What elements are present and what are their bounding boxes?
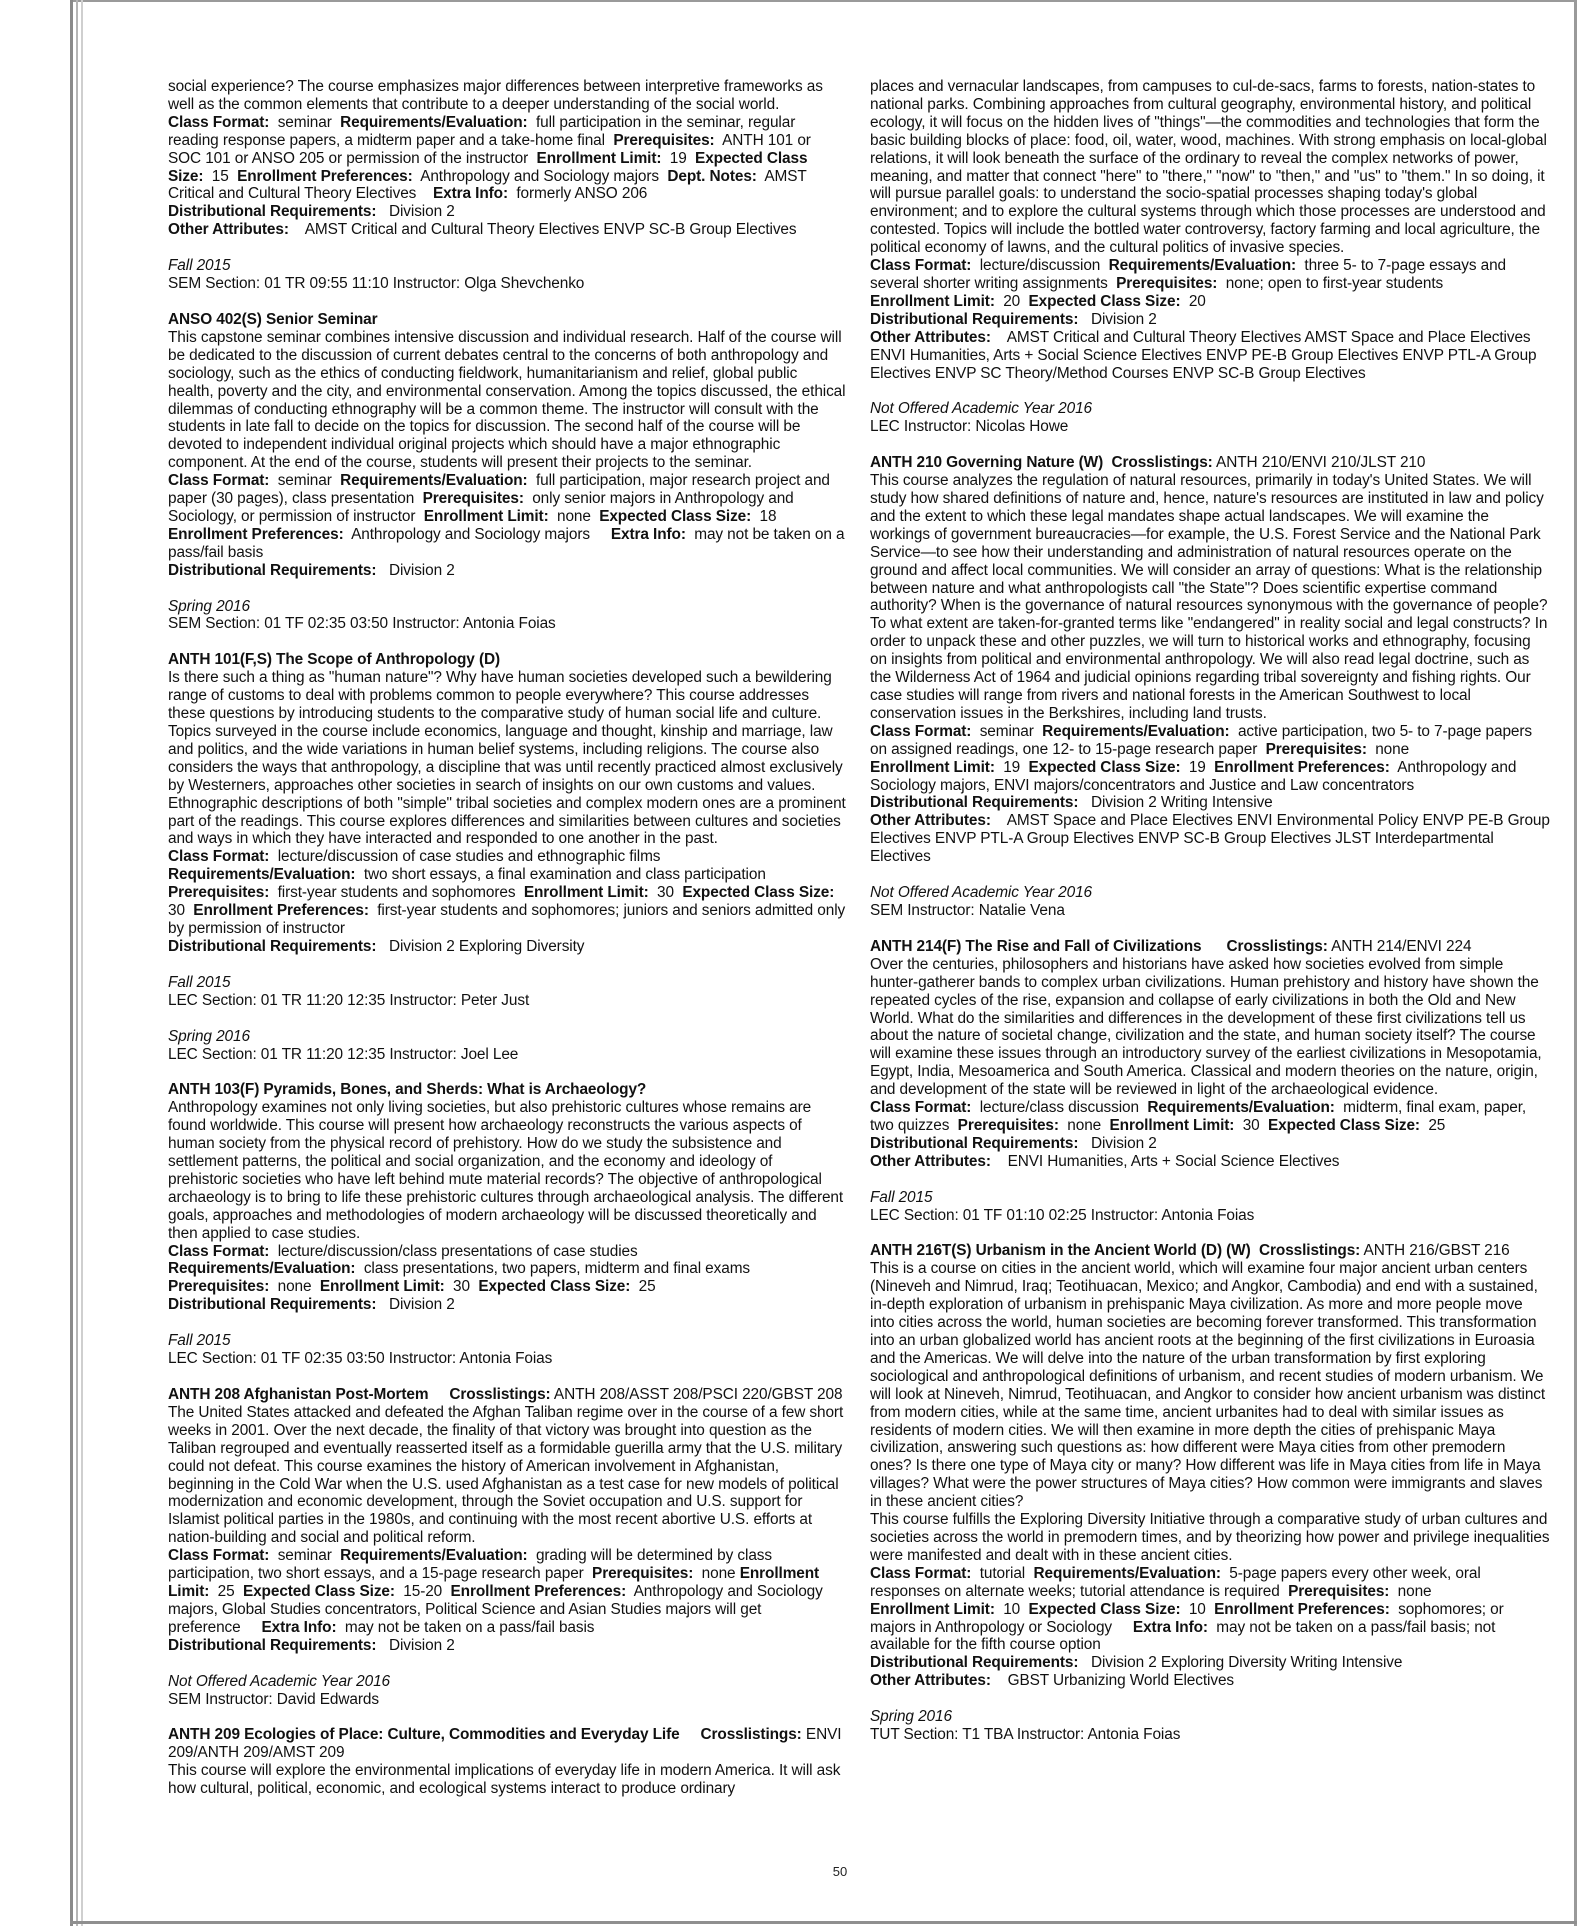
course-title: ANTH 209 Ecologies of Place: Culture, Commodities and Everyday Life Crosslistings: ENVI 209/ANTH 209/AMST 209 xyxy=(168,1726,842,1762)
section-term: Fall 2015 xyxy=(168,257,231,275)
page-edge-top xyxy=(70,0,1577,2)
other-attributes: Other Attributes: GBST Urbanizing World Electives xyxy=(870,1672,1234,1690)
course-details: Class Format: seminar Requirements/Evaluation: grading will be determined by class participation, two short essays, and a 15-page research paper Prerequisites: none Enrollment Limit: 25 Expected Class Size: 15-20 Enrollment Preferences: Anthropology and Sociology majors, Global Studies concentrators, Political Science and Asian Studies majors will get preference Extra Info: may not be taken on a pass/fail basis xyxy=(168,1547,823,1636)
course-details: Class Format: seminar Requirements/Evaluation: active participation, two 5- to 7-page papers on assigned readings, one 12- to 15-page research paper Prerequisites: none Enrollment Limit: 19 Expected Class Size: 19 Enrollment Preferences: Anthropology and Sociology majors, ENVI majors/concentrators and Justice and Law concentrators xyxy=(870,722,1533,794)
section-line: SEM Instructor: David Edwards xyxy=(168,1690,379,1708)
section-line: LEC Section: 01 TF 01:10 02:25 Instructor: Antonia Foias xyxy=(870,1206,1255,1224)
section-listing xyxy=(168,1332,846,1368)
section-listing xyxy=(870,400,1550,436)
section-term: Not Offered Academic Year 2016 xyxy=(870,400,1093,418)
section-line: TUT Section: T1 TBA Instructor: Antonia Foias xyxy=(870,1726,1181,1744)
course-anso206-tail xyxy=(168,78,846,239)
course-description: Anthropology examines not only living societies, but also prehistoric cultures whose remains are found worldwide. This course will present how archaeology reconstructs the various aspects of human society from the physical record of prehistory. How do we study the subsistence and settlement patterns, the political and social organization, and the economy and ideology of prehistoric societies who have left behind mute material records? The objective of anthropological archaeology is to bring to life these prehistoric cultures through archaeological analysis. The different goals, approaches and methodologies of modern archaeology will be discussed theoretically and then applied to case studies. xyxy=(168,1099,844,1242)
section-term: Fall 2015 xyxy=(870,1188,933,1206)
other-attributes: Other Attributes: AMST Space and Place Electives ENVI Environmental Policy ENVP PE-B Group Electives ENVP PTL-A Group Electives ENVP SC-B Group Electives JLST Interdepartmental Electives xyxy=(870,812,1550,866)
course-anth209-head xyxy=(168,1726,846,1798)
course-anth216 xyxy=(870,1242,1550,1690)
course-anth101 xyxy=(168,651,846,955)
distributional-requirements: Distributional Requirements: Division 2 xyxy=(168,1296,455,1314)
section-listing xyxy=(168,1673,846,1709)
course-anth209-tail xyxy=(870,78,1550,382)
course-description: This capstone seminar combines intensive discussion and individual research. Half of the course will be dedicated to the discussion of current debates central to the concerns of both anthropology and sociology, such as the ethics of conducting fieldwork, humanitarianism and relief, global public health, poverty and the city, and environmental conservation. Among the topics discussed, the ethical dilemmas of conducting ethnography will be a common theme. The instructor will consult with the students in late fall to decide on the topics for discussion. The second half of the course will be devoted to independent individual original projects which should have a major ethnographic component. At the end of the course, students will present their projects to the seminar. xyxy=(168,328,846,472)
section-term: Spring 2016 xyxy=(168,597,250,615)
section-term: Spring 2016 xyxy=(168,1027,250,1045)
distributional-requirements: Distributional Requirements: Division 2 Exploring Diversity xyxy=(168,937,585,955)
course-title: ANSO 402(S) Senior Seminar xyxy=(168,310,378,328)
course-description: social experience? The course emphasizes major differences between interpretive frameworks as well as the common elements that contribute to a deeper understanding of the social world. xyxy=(168,78,823,113)
page-edge-left-inner-2 xyxy=(81,0,83,1926)
course-description: places and vernacular landscapes, from campuses to cul-de-sacs, farms to forests, nation-states to national parks. Combining approaches from cultural geography, environmental history, and political ecology, it will focus on the hidden lives of "things"—the commodities and technologies that form the basic building blocks of place: food, oil, water, wood, machines. With strong emphasis on local-global relations, it will look beneath the surface of the ordinary to reveal the complex networks of power, meaning, and matter that connect "here" to "there," "now" to "then," and "us" to "them." In so doing, it will pursue parallel goals: to understand the socio-spatial processes shaping today's global environment; and to explore the cultural systems through which those processes are understood and contested. Topics will include the bottled water controversy, factory farming and local agriculture, the political economy of lawns, and the cultural politics of invasive species. xyxy=(870,78,1547,257)
course-details: Class Format: seminar Requirements/Evaluation: full participation, major research project and paper (30 pages), class presentation Prerequisites: only senior majors in Anthropology and Sociology, or permission of instructor Enrollment Limit: none Expected Class Size: 18 Enrollment Preferences: Anthropology and Sociology majors Extra Info: may not be taken on a pass/fail basis xyxy=(168,472,845,561)
section-term: Not Offered Academic Year 2016 xyxy=(870,884,1093,902)
section-term: Spring 2016 xyxy=(870,1708,952,1726)
page-edge-bottom xyxy=(70,1921,1577,1924)
section-line: SEM Section: 01 TF 02:35 03:50 Instructor: Antonia Foias xyxy=(168,615,556,633)
left-column xyxy=(168,78,846,1816)
course-title: ANTH 216T(S) Urbanism in the Ancient World (D) (W) Crosslistings: ANTH 216/GBST 216 xyxy=(870,1242,1510,1260)
course-details: Class Format: lecture/class discussion Requirements/Evaluation: midterm, final exam, paper, two quizzes Prerequisites: none Enrollment Limit: 30 Expected Class Size: 25 xyxy=(870,1099,1527,1134)
section-listing xyxy=(870,884,1550,920)
course-description-diversity: This course fulfills the Exploring Diversity Initiative through a comparative study of urban cultures and societies across the world in premodern times, and by theorizing how power and privilege inequalities were manifested and dealt with in these ancient cities. xyxy=(870,1511,1550,1564)
course-details: Class Format: tutorial Requirements/Evaluation: 5-page papers every other week, oral responses on alternate weeks; tutorial attendance is required Prerequisites: none Enrollment Limit: 10 Expected Class Size: 10 Enrollment Preferences: sophomores; or majors in Anthropology or Sociology Extra Info: may not be taken on a pass/fail basis; not available for the fifth course option xyxy=(870,1564,1504,1654)
section-line: LEC Section: 01 TF 02:35 03:50 Instructor: Antonia Foias xyxy=(168,1350,553,1368)
page-edge-right xyxy=(1574,0,1577,1926)
course-title: ANTH 214(F) The Rise and Fall of Civilizations Crosslistings: ANTH 214/ENVI 224 xyxy=(870,937,1472,955)
course-description: This course analyzes the regulation of natural resources, primarily in today's United States. We will study how shared definitions of nature and, hence, nature's resources are instituted in law and policy and the extent to which these legal mandates shape actual landscapes. We will examine the workings of government bureaucracies—for example, the U.S. Forest Service and the National Park Service—to see how their understanding and administration of natural resources operate on the ground and affect local communities. We will consider an array of questions: What is the relationship between nature and what anthropologists call "the State"? Does scientific expertise command authority? When is the governance of natural resources synonymous with the governance of people? To what extent are taken-for-granted terms like "endangered" in reality social and legal constructs? In order to unpack these and other puzzles, we will turn to historical works and ethnography, focusing on insights from political and environmental anthropology. We will also read legal doctrine, such as the Wilderness Act of 1964 and judicial opinions regarding tribal sovereignty and fishing rights. Our case studies will range from rivers and national forests in the American Southwest to local conservation issues in the Berkshires, including land trusts. xyxy=(870,472,1548,722)
distributional-requirements: Distributional Requirements: Division 2 xyxy=(870,1134,1157,1152)
course-details: Class Format: lecture/discussion Requirements/Evaluation: three 5- to 7-page essays and several shorter writing assignments Prerequisites: none; open to first-year students Enrollment Limit: 20 Expected Class Size: 20 xyxy=(870,257,1507,310)
page-number: 50 xyxy=(832,1864,848,1879)
page-edge-left xyxy=(70,0,73,1926)
section-term: Fall 2015 xyxy=(168,973,231,991)
other-attributes: Other Attributes: AMST Critical and Cultural Theory Electives AMST Space and Place Electives ENVI Humanities, Arts + Social Science Electives ENVP PE-B Group Electives ENVP PTL-A Group Electives ENVP SC Theory/Method Courses ENVP SC-B Group Electives xyxy=(870,328,1537,382)
course-anth214 xyxy=(870,938,1550,1171)
course-description: This course will explore the environmental implications of everyday life in modern America. It will ask how cultural, political, economic, and ecological systems interact to produce ordinary xyxy=(168,1762,841,1798)
section-listing xyxy=(168,598,846,634)
distributional-requirements: Distributional Requirements: Division 2 xyxy=(168,1636,455,1654)
course-anso402 xyxy=(168,311,846,580)
course-anth210 xyxy=(870,454,1550,866)
section-term: Fall 2015 xyxy=(168,1332,231,1350)
section-listing xyxy=(168,1028,846,1064)
section-listing xyxy=(168,974,846,1010)
course-description: Over the centuries, philosophers and historians have asked how societies evolved from simple hunter-gatherer bands to complex urban civilizations. Human prehistory and history have shown the repeated cycles of the rise, expansion and collapse of early civilizations in both the Old and New World. What do the similarities and differences in the development of these first civilizations tell us about the nature of societal change, civilization and the state, and human society itself? The course will examine these issues through an introductory survey of the earliest civilizations in Mesopotamia, Egypt, India, Mesoamerica and South America. Classical and modern theories on the nature, origin, and development of the state will be reviewed in light of the archaeological evidence. xyxy=(870,955,1542,1099)
course-title: ANTH 101(F,S) The Scope of Anthropology (D) xyxy=(168,651,501,669)
section-term: Not Offered Academic Year 2016 xyxy=(168,1672,391,1690)
section-line: LEC Section: 01 TR 11:20 12:35 Instructor: Joel Lee xyxy=(168,1045,519,1063)
distributional-requirements: Distributional Requirements: Division 2 Exploring Diversity Writing Intensive xyxy=(870,1654,1403,1672)
right-column xyxy=(870,78,1550,1762)
course-anth103 xyxy=(168,1081,846,1314)
other-attributes: Other Attributes: AMST Critical and Cultural Theory Electives ENVP SC-B Group Electives xyxy=(168,221,797,239)
section-line: SEM Instructor: Natalie Vena xyxy=(870,901,1065,919)
course-details: Class Format: seminar Requirements/Evaluation: full participation in the seminar, regular reading response papers, a midterm paper and a take-home final Prerequisites: ANTH 101 or SOC 101 or ANSO 205 or permission of the instructor Enrollment Limit: 19 Expected Class Size: 15 Enrollment Preferences: Anthropology and Sociology majors Dept. Notes: AMST Critical and Cultural Theory Electives Extra Info: formerly ANSO 206 xyxy=(168,113,811,203)
section-line: LEC Instructor: Nicolas Howe xyxy=(870,418,1069,436)
other-attributes: Other Attributes: ENVI Humanities, Arts + Social Science Electives xyxy=(870,1152,1340,1170)
course-description: Is there such a thing as "human nature"? Why have human societies developed such a bewildering range of customs to deal with problems common to people everywhere? This course addresses these questions by introducing students to the comparative study of human social life and culture. Topics surveyed in the course include economics, language and thought, kinship and marriage, law and politics, and the wide variations in human belief systems, including religions. The course also considers the ways that anthropology, a discipline that was until recently practiced almost exclusively by Westerners, approaches other societies in search of insights on our own customs and values. Ethnographic descriptions of both "simple" tribal societies and complex modern ones are a prominent part of the readings. This course explores differences and similarities between cultures and societies and ways in which they have interacted and responded to one another in the past. xyxy=(168,669,846,848)
course-title: ANTH 208 Afghanistan Post-Mortem Crosslistings: ANTH 208/ASST 208/PSCI 220/GBST 208 xyxy=(168,1386,843,1403)
course-details: Class Format: lecture/discussion/class presentations of case studies Requirements/Evaluation: class presentations, two papers, midterm and final exams Prerequisites: none Enrollment Limit: 30 Expected Class Size: 25 xyxy=(168,1242,751,1296)
course-details: Class Format: lecture/discussion of case studies and ethnographic films Requirements/Evaluation: two short essays, a final examination and class participation Prerequisites: first-year students and sophomores Enrollment Limit: 30 Expected Class Size: 30 Enrollment Preferences: first-year students and sophomores; juniors and seniors admitted only by permission of instructor xyxy=(168,848,846,937)
section-line: SEM Section: 01 TR 09:55 11:10 Instructor: Olga Shevchenko xyxy=(168,275,585,293)
course-title: ANTH 210 Governing Nature (W) Crosslistings: ANTH 210/ENVI 210/JLST 210 xyxy=(870,454,1426,472)
course-description: This is a course on cities in the ancient world, which will examine four major ancient urban centers (Nineveh and Nimrud, Iraq; Teotihuacan, Mexico; and Angkor, Cambodia) and end with a sustained, in-depth exploration of urbanism in prehispanic Maya civilization. As more and more people move into cities across the world, human societies are becoming forever transformed. This transformation into an urban globalized world has ancient roots at the beginning of the first civilizations in Euroasia and the Americas. We will delve into the nature of the urban transformation by first exploring sociological and anthropological definitions of urbanism, and recent studies of modern urbanism. We will look at Nineveh, Nimrud, Teotihuacan, and Angkor to consider how ancient urbanism was distinct from modern cities, while at the same time, ancient urbanites had to deal with similar issues as residents of modern cities. We will then examine in more depth the cities of prehispanic Maya civilization, answering such questions as: how different were Maya cities from other premodern ones? Is there one type of Maya city or many? How different was life in Maya cities from life in Maya villages? What were the power structures of Maya cities? How common were immigrants and slaves in these ancient cities? xyxy=(870,1260,1546,1511)
section-listing xyxy=(870,1189,1550,1225)
section-line: LEC Section: 01 TR 11:20 12:35 Instructor: Peter Just xyxy=(168,991,530,1009)
distributional-requirements: Distributional Requirements: Division 2 xyxy=(168,561,455,579)
course-description: The United States attacked and defeated the Afghan Taliban regime over in the course of a few short weeks in 2001. Over the next decade, the finality of that victory was brought into question as the Taliban regrouped and eventually reasserted itself as a formidable guerilla army that the U.S. military could not defeat. This course examines the history of American involvement in Afghanistan, beginning in the Cold War when the U.S. used Afghanistan as a test case for new models of political modernization and economic development, through the Soviet occupation and U.S. support for Islamist political parties in the 1980s, and continuing with the most recent abortive U.S. efforts at nation-building and social and political reform. xyxy=(168,1403,844,1547)
distributional-requirements: Distributional Requirements: Division 2 Writing Intensive xyxy=(870,794,1273,812)
distributional-requirements: Distributional Requirements: Division 2 xyxy=(168,203,455,221)
course-anth208 xyxy=(168,1386,846,1655)
section-listing xyxy=(168,257,846,293)
distributional-requirements: Distributional Requirements: Division 2 xyxy=(870,310,1157,328)
section-listing xyxy=(870,1708,1550,1744)
course-title: ANTH 103(F) Pyramids, Bones, and Sherds: What is Archaeology? xyxy=(168,1081,647,1099)
page-edge-left-inner xyxy=(76,0,78,1926)
